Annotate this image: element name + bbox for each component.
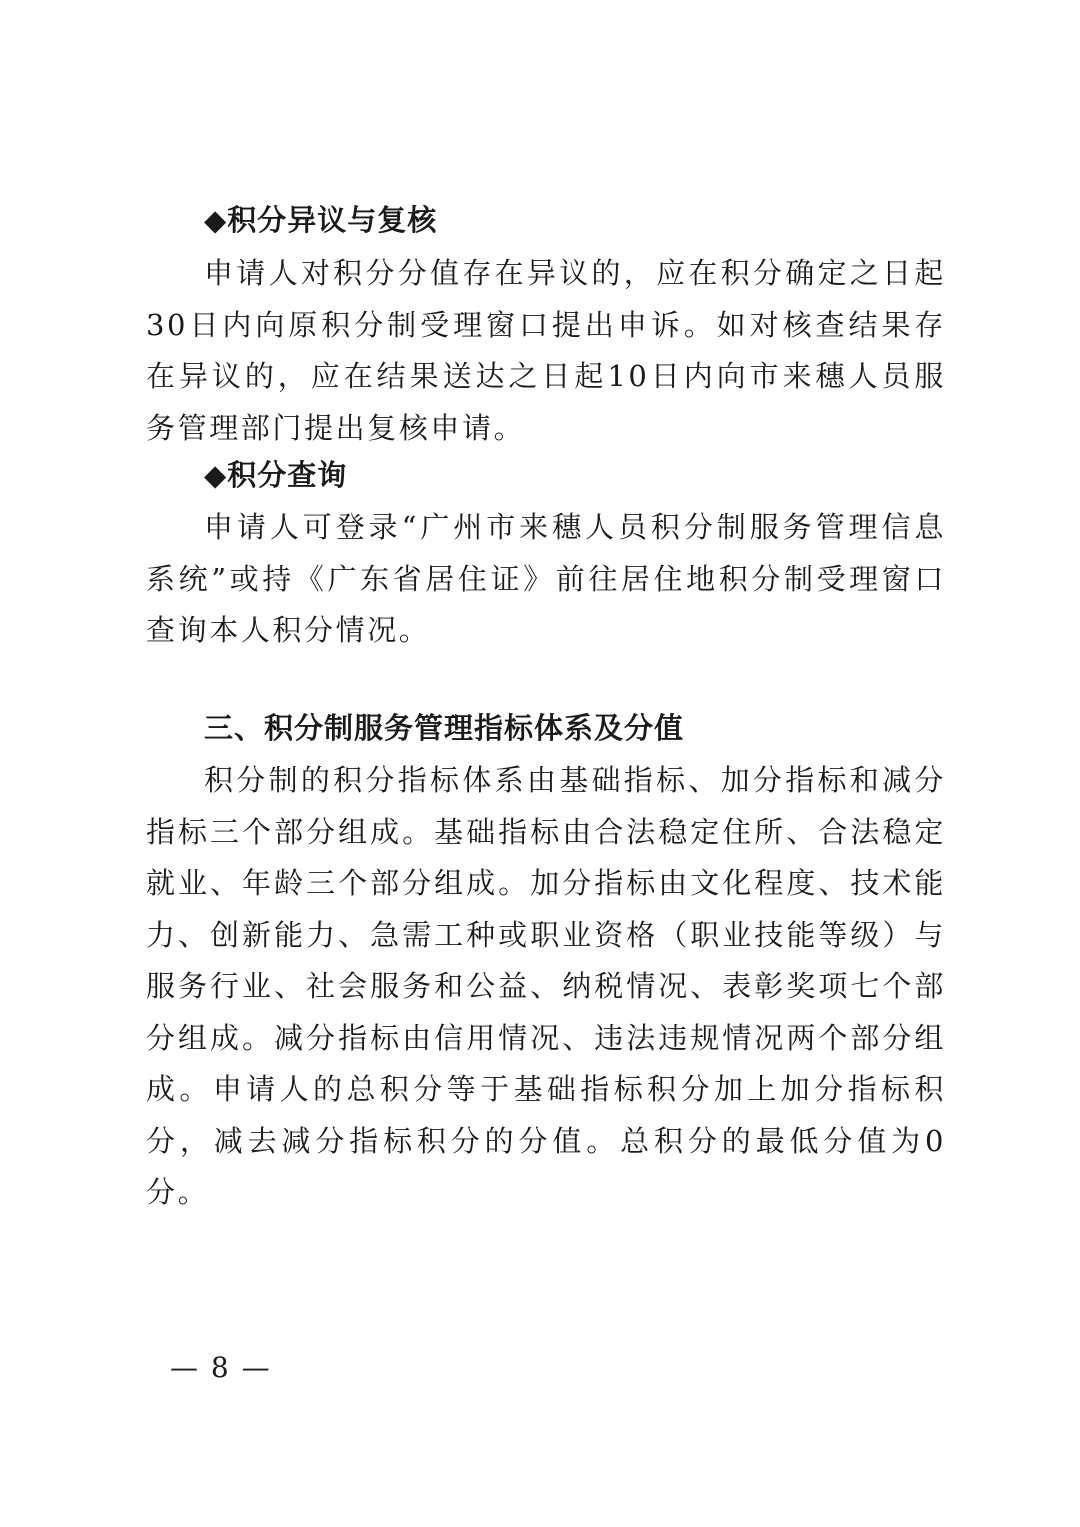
page-number: — 8 — xyxy=(170,1351,272,1384)
heading-points-query: ◆积分查询 xyxy=(204,458,348,492)
heading-objection-review: ◆积分异议与复核 xyxy=(204,203,438,237)
heading-indicator-system: 三、积分制服务管理指标体系及分值 xyxy=(204,711,685,745)
paragraph-points-query: 申请人可登录“广州市来穗人员积分制服务管理信息系统”或持《广东省居住证》前往居住地积分制受理窗口查询本人积分情况。 xyxy=(146,510,946,647)
paragraph-indicator-system: 积分制的积分指标体系由基础指标、加分指标和减分指标三个部分组成。基础指标由合法稳定住所、合法稳定就业、年龄三个部分组成。加分指标由文化程度、技术能力、创新能力、急需工种或职业资格（职业技能等级）与服务行业、社会服务和公益、纳税情况、表彰奖项七个部分组成。减分指标由信用情况、违法违规情况两个部分组成。申请人的总积分等于基础指标积分加上加分指标积分，减去减分指标积分的分值。总积分的最低分值为0分。 xyxy=(146,763,946,1209)
paragraph-objection-review: 申请人对积分分值存在异议的，应在积分确定之日起30日内向原积分制受理窗口提出申诉。如对核查结果存在异议的，应在结果送达之日起10日内向市来穗人员服务管理部门提出复核申请。 xyxy=(146,256,946,445)
